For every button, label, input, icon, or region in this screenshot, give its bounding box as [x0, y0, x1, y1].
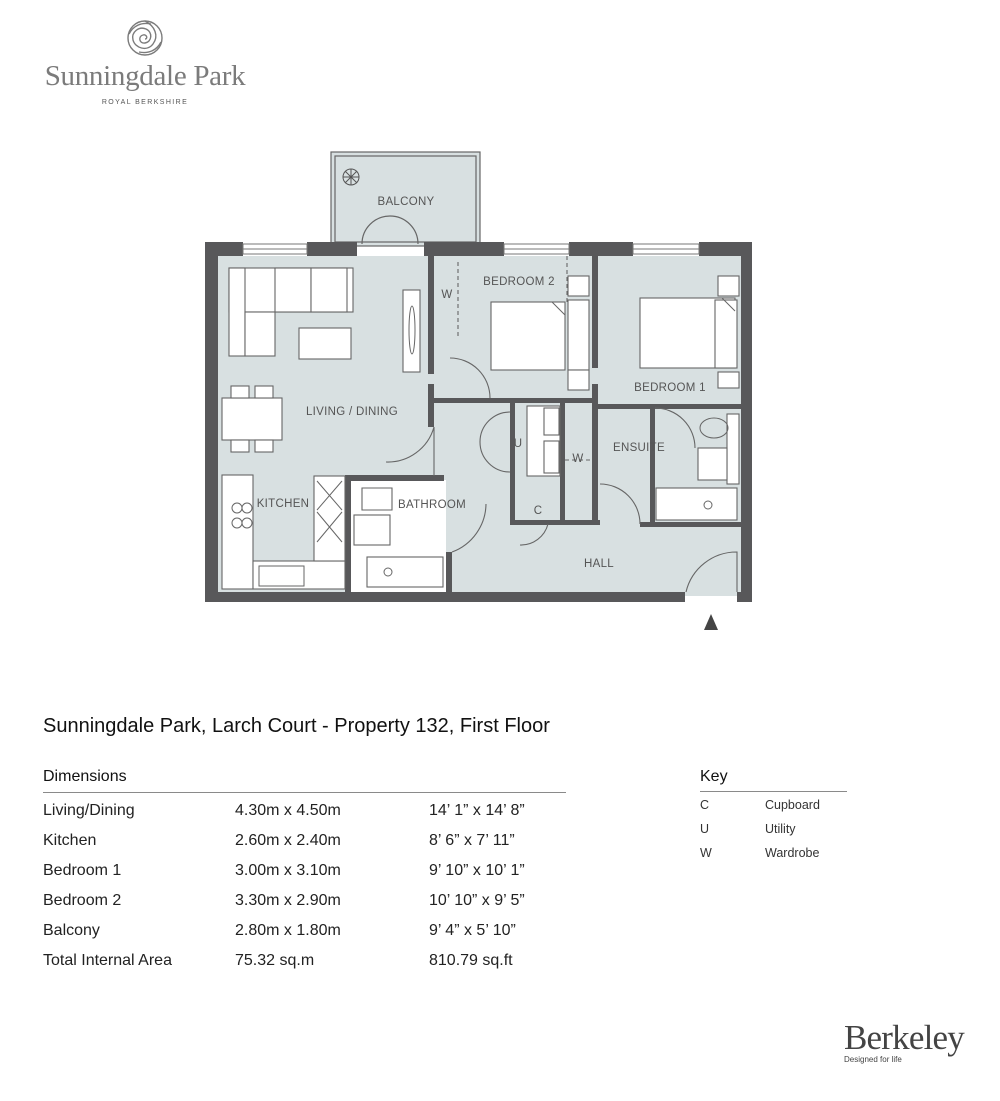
metric-size: 3.30m x 2.90m: [235, 892, 341, 909]
metric-size: 2.60m x 2.40m: [235, 832, 341, 849]
bath: [367, 557, 443, 587]
wall-left: [205, 242, 218, 602]
table-row: [43, 793, 566, 823]
key-code: U: [700, 822, 710, 836]
list-item: [700, 840, 847, 864]
label-bedroom-1: BEDROOM 1: [634, 382, 706, 394]
key-legend: [700, 768, 847, 864]
developer-logo: [844, 1020, 964, 1064]
label-bathroom: BATHROOM: [398, 499, 466, 511]
label-ensuite: ENSUITE: [613, 442, 665, 454]
metric-size: 75.32 sq.m: [235, 952, 315, 969]
label-cupboard: C: [533, 505, 543, 517]
list-item: [700, 792, 847, 816]
developer-name: Berkeley: [844, 1018, 964, 1057]
property-heading: Sunningdale Park, Larch Court - Property 132, First Floor: [43, 715, 550, 737]
table-row: [43, 913, 566, 943]
brand-region: ROYAL BERKSHIRE: [101, 99, 189, 106]
table-row: [43, 883, 566, 913]
key-title: Key: [700, 768, 847, 792]
imperial-size: 10’ 10” x 9’ 5”: [429, 892, 525, 909]
dimensions-title: Dimensions: [43, 768, 566, 793]
metric-size: 2.80m x 1.80m: [235, 922, 341, 939]
key-meaning: Cupboard: [765, 798, 820, 812]
imperial-size: 9’ 4” x 5’ 10”: [429, 922, 516, 939]
table-row: [43, 943, 566, 973]
wall-bottom: [205, 592, 685, 602]
room-name: Balcony: [43, 922, 100, 939]
room-name: Bedroom 2: [43, 892, 122, 909]
key-meaning: Wardrobe: [765, 846, 820, 860]
bed-bedroom-2: [491, 302, 565, 370]
metric-size: 3.00m x 3.10m: [235, 862, 341, 879]
label-kitchen: KITCHEN: [256, 498, 310, 510]
imperial-size: 8’ 6” x 7’ 11”: [429, 832, 515, 849]
label-living: LIVING / DINING: [305, 406, 399, 418]
tv-unit: [403, 290, 420, 372]
dimensions-table: [43, 768, 566, 973]
plant-icon: [343, 169, 359, 185]
label-wardrobe-hall: W: [572, 453, 584, 465]
shower-bath: [656, 488, 737, 520]
room-name: Living/Dining: [43, 802, 135, 819]
metric-size: 4.30m x 4.50m: [235, 802, 341, 819]
room-name: Kitchen: [43, 832, 97, 849]
imperial-size: 810.79 sq.ft: [429, 952, 513, 969]
table-row: [43, 823, 566, 853]
key-meaning: Utility: [765, 822, 796, 836]
label-hall: HALL: [584, 558, 614, 570]
label-balcony: BALCONY: [377, 196, 435, 208]
room-name: Total Internal Area: [43, 952, 172, 969]
brand-name: Sunningdale Park: [44, 60, 246, 92]
table-row: [43, 853, 566, 883]
key-code: W: [700, 846, 712, 860]
imperial-size: 14’ 1” x 14’ 8”: [429, 802, 525, 819]
label-bedroom-2: BEDROOM 2: [483, 276, 555, 288]
imperial-size: 9’ 10” x 10’ 1”: [429, 862, 525, 879]
key-code: C: [700, 798, 710, 812]
dining-table: [222, 398, 282, 440]
list-item: [700, 816, 847, 840]
label-wardrobe-bed2: W: [441, 289, 453, 301]
coffee-table: [299, 328, 351, 359]
entrance-arrow-icon: [704, 614, 718, 630]
developer-tagline: Designed for life: [844, 1055, 902, 1064]
label-utility: U: [513, 438, 523, 450]
room-name: Bedroom 1: [43, 862, 122, 879]
wall-right: [741, 242, 752, 602]
kitchen-counter: [222, 475, 253, 589]
